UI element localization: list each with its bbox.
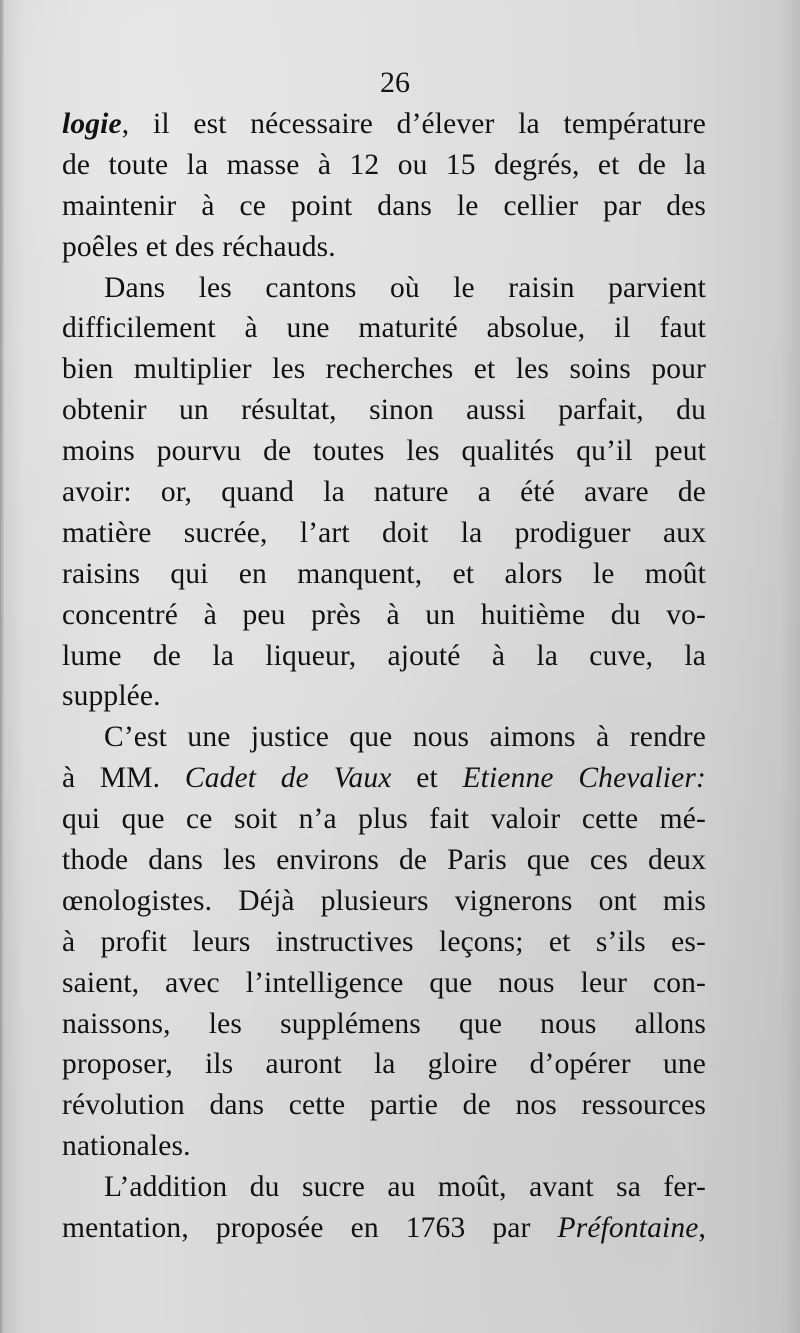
name-cadet-de-vaux: Cadet de Vaux [184,762,392,795]
text-line-4: poêles et des réchauds. [62,230,336,263]
text-line-2: de toute la masse à 12 ou 15 degrés, et de la [62,148,706,181]
text-line-9: moins pourvu de toutes les qualités qu’il peut [62,435,706,468]
text-line-11: matière sucrée, l’art doit la prodiguer aux [62,516,706,549]
name-prefontaine: Préfontaine [557,1212,699,1245]
text-line-20: œnologistes. Déjà plusieurs vignerons ont mis [62,884,706,917]
text-line-8: obtenir un résultat, sinon aussi parfait, du [62,394,706,427]
text-line-12: raisins qui en manquent, et alors le moût [62,557,706,590]
text-line-17: à MM. Cadet de Vaux et Etienne Chevalier: [62,762,706,795]
text-line-5: Dans les cantons où le raisin parvient [104,271,706,304]
name-etienne-chevalier: Etienne Chevalier: [462,762,706,795]
text-line-14: lume de la liqueur, ajouté à la cuve, la [62,639,706,672]
text-line-19: thode dans les environs de Paris que ces deux [62,844,706,877]
text-line-3: maintenir à ce point dans le cellier par des [62,189,706,222]
text-line-23: naissons, les supplémens que nous allons [62,1007,706,1040]
text-line-27: L’addition du sucre au moût, avant sa fer- [104,1171,706,1204]
text-line-7: bien multiplier les recherches et les soins pour [62,353,706,386]
body-text [62,104,706,1249]
text-line-24: proposer, ils auront la gloire d’opérer une [62,1048,706,1081]
text-line-1: logie, il est nécessaire d’élever la température [62,108,706,140]
text-line-13: concentré à peu près à un huitième du vo- [62,598,706,631]
text-line-22: saient, avec l’intelligence que nous leur con- [62,966,706,999]
text-line-6: difficilement à une maturité absolue, il faut [62,312,706,345]
text-line-26: nationales. [62,1130,191,1163]
page-number: 26 [380,66,410,99]
text-line-21: à profit leurs instructives leçons; et s’ils es- [62,925,706,958]
text-line-10: avoir: or, quand la nature a été avare de [62,476,706,509]
text-line-15: supplée. [62,680,161,713]
page-edge-shadow [0,0,4,1333]
text-line-18: qui que ce soit n’a plus fait valoir cette mé- [62,803,706,836]
text-line-16: C’est une justice que nous aimons à rendre [104,721,706,754]
text-line-28: mentation, proposée en 1763 par Préfontaine, [62,1212,706,1245]
text-line-25: révolution dans cette partie de nos ressources [62,1089,706,1122]
